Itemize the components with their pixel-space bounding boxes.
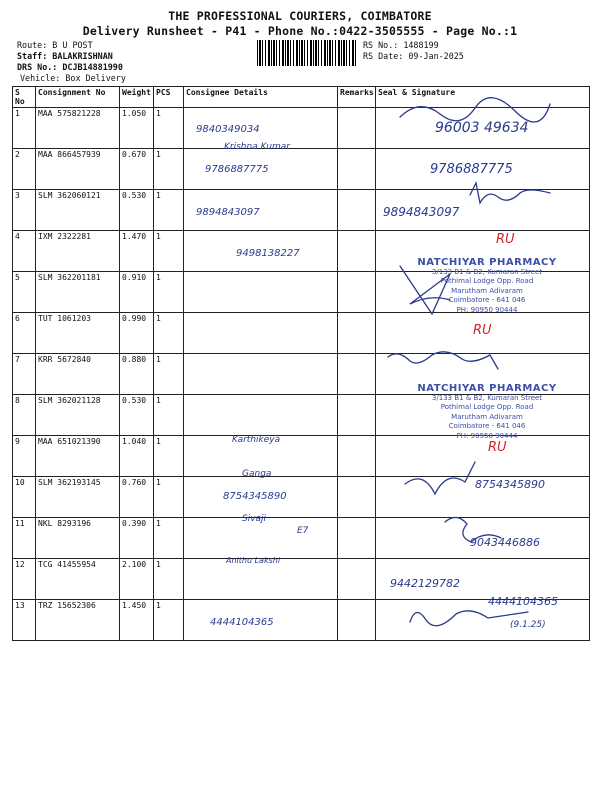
hw-r11-sign: 9043446886 xyxy=(470,536,540,549)
stamp-name: NATCHIYAR PHARMACY xyxy=(417,383,557,394)
stamp-address-4: Coimbatore - 641 046 xyxy=(448,422,526,430)
cell-pcs: 1 xyxy=(154,559,184,600)
cell-sno: 2 xyxy=(13,149,36,190)
cell-remarks xyxy=(338,313,376,354)
staff-label: Staff: BALAKRISHNAN xyxy=(17,51,113,61)
cell-remarks xyxy=(338,231,376,272)
barcode xyxy=(257,40,357,66)
cell-sno: 12 xyxy=(13,559,36,600)
cell-weight: 0.530 xyxy=(120,190,154,231)
table-row xyxy=(13,190,590,231)
cell-consignment-no: SLM 362060121 xyxy=(36,190,120,231)
cell-consignment-no: MAA 866457939 xyxy=(36,149,120,190)
cell-consignee-details xyxy=(184,395,338,436)
stamp-address-3: Marutham Adivaram xyxy=(451,286,523,295)
cell-pcs: 1 xyxy=(154,108,184,149)
cell-pcs: 1 xyxy=(154,395,184,436)
cell-weight: 1.050 xyxy=(120,108,154,149)
cell-sno: 9 xyxy=(13,436,36,477)
cell-sno: 11 xyxy=(13,518,36,559)
cell-pcs: 1 xyxy=(154,354,184,395)
stamp-phone: PH: 90950 90444 xyxy=(456,431,518,440)
cell-consignment-no: KRR 5672840 xyxy=(36,354,120,395)
cell-consignment-no: SLM 362201181 xyxy=(36,272,120,313)
red-mark-2: RU xyxy=(473,323,492,338)
cell-consignment-no: SLM 362193145 xyxy=(36,477,120,518)
cell-remarks xyxy=(338,436,376,477)
vehicle-label: Vehicle: Box Delivery xyxy=(20,73,126,83)
cell-consignee-details xyxy=(184,313,338,354)
col-seal: Seal & Signature xyxy=(376,87,590,108)
stamp-name: NATCHIYAR PHARMACY xyxy=(417,257,557,268)
col-remarks: Remarks xyxy=(338,87,376,108)
cell-weight: 0.880 xyxy=(120,354,154,395)
stamp-address-4: Coimbatore - 641 046 xyxy=(448,296,526,304)
rs-date: RS Date: 09-Jan-2025 xyxy=(363,51,464,61)
col-weight: Weight xyxy=(120,87,154,108)
cell-remarks xyxy=(338,600,376,641)
cell-pcs: 1 xyxy=(154,518,184,559)
cell-weight: 0.760 xyxy=(120,477,154,518)
cell-pcs: 1 xyxy=(154,436,184,477)
hw-r3-sign: 9894843097 xyxy=(383,205,460,219)
stamp-address-3: Marutham Adivaram xyxy=(451,412,523,421)
hw-r11-code: E7 xyxy=(297,526,309,536)
cell-remarks xyxy=(338,354,376,395)
cell-sno: 3 xyxy=(13,190,36,231)
route-label: Route: B U POST xyxy=(17,40,93,50)
cell-consignment-no: TUT 1061203 xyxy=(36,313,120,354)
pharmacy-stamp-2 xyxy=(392,384,582,441)
hw-r13-phone: 4444104365 xyxy=(210,617,274,628)
hw-r11-name: Sivaji xyxy=(242,514,267,524)
cell-sno: 1 xyxy=(13,108,36,149)
cell-weight: 0.530 xyxy=(120,395,154,436)
cell-weight: 0.990 xyxy=(120,313,154,354)
hw-r1-phone: 9840349034 xyxy=(196,124,260,135)
cell-consignment-no: MAA 575821228 xyxy=(36,108,120,149)
col-consignee: Consignee Details xyxy=(184,87,338,108)
cell-consignee-details xyxy=(184,272,338,313)
hw-r12-name: Anithu Lakshi xyxy=(226,556,281,565)
cell-weight: 0.390 xyxy=(120,518,154,559)
stamp-address-2: Pothimal Lodge Opp. Road xyxy=(440,403,534,411)
cell-weight: 0.910 xyxy=(120,272,154,313)
stamp-address-1: 3/133 B1 & B2, Kumaran Street xyxy=(431,393,543,402)
cell-consignment-no: TCG 41455954 xyxy=(36,559,120,600)
cell-sno: 8 xyxy=(13,395,36,436)
hw-r13-date: (9.1.25) xyxy=(510,620,546,630)
pharmacy-stamp xyxy=(392,258,582,315)
cell-seal-signature xyxy=(376,436,590,477)
rs-number: RS No.: 1488199 xyxy=(363,40,439,50)
hw-r10-sign: 8754345890 xyxy=(475,478,545,491)
cell-weight: 1.450 xyxy=(120,600,154,641)
cell-weight: 0.670 xyxy=(120,149,154,190)
cell-consignment-no: MAA 651021390 xyxy=(36,436,120,477)
col-pcs: PCS xyxy=(154,87,184,108)
page-subtitle: Delivery Runsheet - P41 - Phone No.:0422-3505555 - Page No.:1 xyxy=(82,24,518,38)
stamp-address-1: 3/133 B1 & B2, Kumaran Street xyxy=(431,267,543,276)
stamp-address-2: Pothimal Lodge Opp. Road xyxy=(440,277,534,285)
cell-pcs: 1 xyxy=(154,477,184,518)
hw-r2-name: Krishna Kumar xyxy=(224,142,290,152)
hw-r1-sign: 96003 49634 xyxy=(435,120,529,136)
cell-weight: 1.040 xyxy=(120,436,154,477)
hw-r12-sign: 9442129782 xyxy=(390,577,460,590)
cell-sno: 10 xyxy=(13,477,36,518)
red-mark-3: RU xyxy=(488,440,507,455)
cell-pcs: 1 xyxy=(154,231,184,272)
hw-r2-sign: 9786887775 xyxy=(430,162,513,177)
col-sno: S No xyxy=(13,87,36,108)
cell-remarks xyxy=(338,477,376,518)
cell-weight: 1.470 xyxy=(120,231,154,272)
cell-pcs: 1 xyxy=(154,190,184,231)
stamp-phone: PH: 90950 90444 xyxy=(456,305,518,314)
cell-sno: 13 xyxy=(13,600,36,641)
hw-r9-name: Karthikeya xyxy=(232,435,281,445)
table-header-row xyxy=(13,87,590,108)
cell-pcs: 1 xyxy=(154,313,184,354)
cell-remarks xyxy=(338,190,376,231)
cell-pcs: 1 xyxy=(154,272,184,313)
cell-pcs: 1 xyxy=(154,600,184,641)
hw-r13-sign: 4444104365 xyxy=(488,595,558,608)
page-title: THE PROFESSIONAL COURIERS, COIMBATORE xyxy=(168,9,432,23)
cell-consignment-no: IXM 2322281 xyxy=(36,231,120,272)
col-consignment: Consignment No xyxy=(36,87,120,108)
cell-consignment-no: SLM 362021128 xyxy=(36,395,120,436)
cell-remarks xyxy=(338,559,376,600)
cell-sno: 5 xyxy=(13,272,36,313)
cell-pcs: 1 xyxy=(154,149,184,190)
hw-r3-phone: 9894843097 xyxy=(196,207,260,218)
cell-consignee-details xyxy=(184,354,338,395)
table-row xyxy=(13,559,590,600)
cell-sno: 6 xyxy=(13,313,36,354)
hw-r2-phone: 9786887775 xyxy=(205,164,269,175)
table-row xyxy=(13,313,590,354)
red-mark-1: RU xyxy=(496,232,515,247)
drs-number: DRS No.: DCJB14881990 xyxy=(17,62,123,72)
cell-remarks xyxy=(338,108,376,149)
cell-remarks xyxy=(338,149,376,190)
cell-consignment-no: NKL 8293196 xyxy=(36,518,120,559)
cell-weight: 2.100 xyxy=(120,559,154,600)
cell-consignment-no: TRZ 15652306 xyxy=(36,600,120,641)
cell-remarks xyxy=(338,272,376,313)
cell-sno: 7 xyxy=(13,354,36,395)
cell-remarks xyxy=(338,395,376,436)
cell-sno: 4 xyxy=(13,231,36,272)
hw-r4-phone: 9498138227 xyxy=(236,248,300,259)
cell-remarks xyxy=(338,518,376,559)
hw-r10-name: Ganga xyxy=(242,469,272,479)
hw-r10-phone: 8754345890 xyxy=(223,491,287,502)
